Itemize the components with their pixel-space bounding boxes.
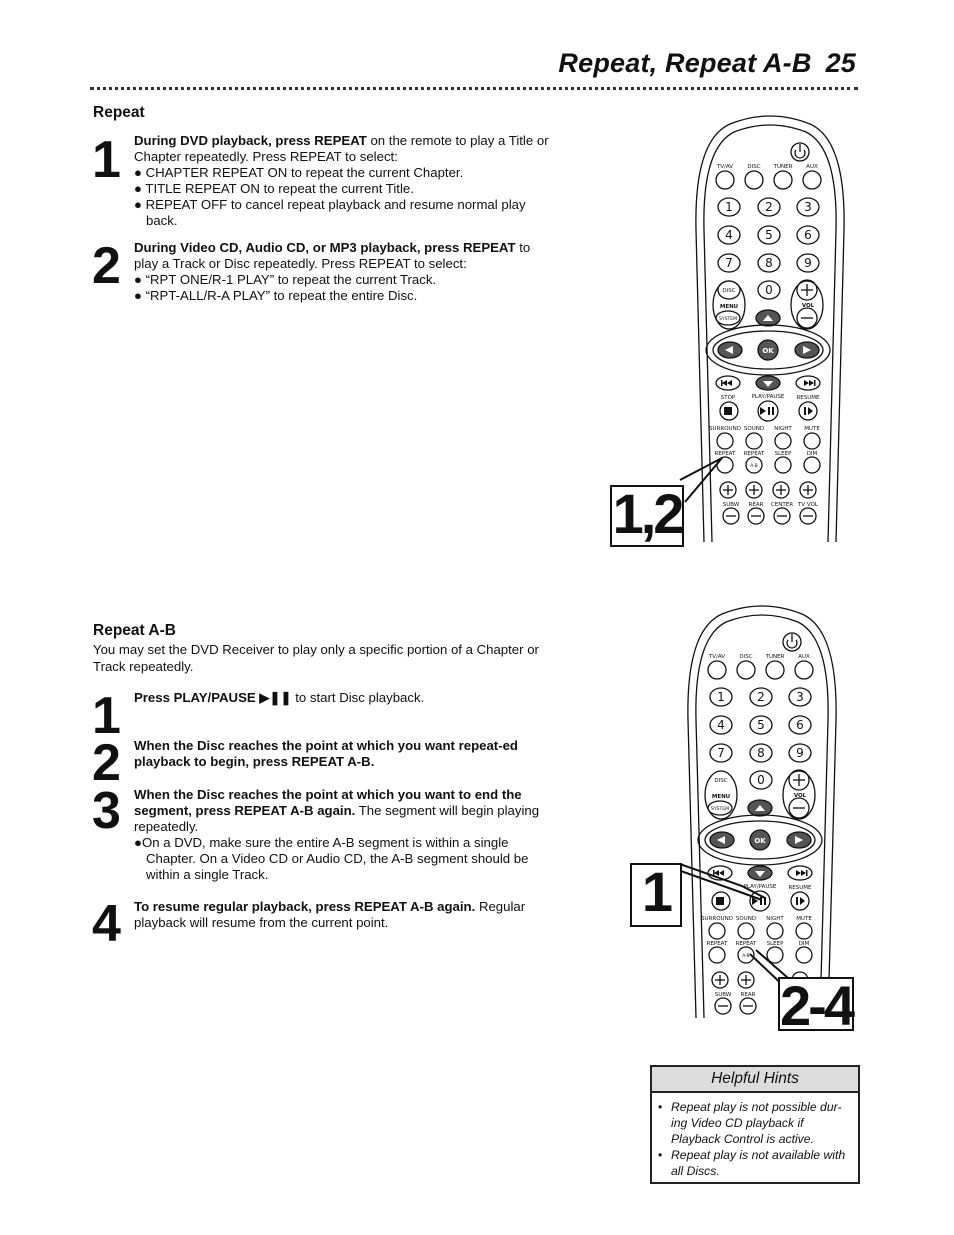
digit-label: 9 — [796, 746, 804, 760]
step-number: 2 — [92, 237, 119, 295]
section-heading-repeat: Repeat — [93, 104, 145, 121]
button-label: VOL — [793, 793, 807, 799]
button-label: TV VOL — [798, 502, 818, 508]
repeat-ab-step-2 — [134, 738, 550, 770]
page-header — [558, 48, 856, 79]
button-label: DIM — [798, 941, 810, 947]
step-bold-text: Press PLAY/PAUSE ▶❚❚ — [134, 690, 292, 705]
button-label: SUBW — [722, 502, 740, 508]
step-text: on the remote to play a Title or Chapter repeatedly. Press REPEAT to select: — [134, 133, 549, 164]
ok-label: OK — [762, 347, 774, 355]
digit-label: 2 — [765, 200, 773, 214]
button-label: DIM — [806, 451, 818, 457]
repeat-ab-step-1 — [134, 690, 550, 706]
digit-label: 3 — [804, 200, 812, 214]
step-bold-text: When the Disc reaches the point at which you want to end the segment, press REPEAT A-B again. — [134, 787, 522, 818]
digit-label: 5 — [757, 718, 765, 732]
button-label: MENU — [711, 794, 731, 800]
button-label: NIGHT — [774, 426, 792, 432]
callout-label: 1 — [630, 863, 682, 927]
bullet-item: ● TITLE REPEAT ON to repeat the current Title. — [134, 181, 414, 196]
step-number: 4 — [92, 895, 119, 953]
step-bold-text: During Video CD, Audio CD, or MP3 playback, press REPEAT — [134, 240, 516, 255]
button-label: SURROUND — [709, 426, 741, 432]
button-label: A-B — [750, 464, 758, 469]
button-label: MUTE — [804, 426, 820, 432]
button-label: PLAY/PAUSE — [743, 884, 777, 890]
button-label: PLAY/PAUSE — [751, 394, 785, 400]
step-number: 1 — [92, 131, 119, 189]
button-label: SLEEP — [766, 941, 784, 947]
digit-label: 1 — [725, 200, 733, 214]
step-number: 2 — [92, 734, 119, 792]
button-label: STOP — [720, 395, 736, 401]
button-label: TV/AV — [708, 654, 726, 660]
digit-label: 4 — [717, 718, 725, 732]
digit-label: 7 — [725, 256, 733, 270]
repeat-ab-intro: You may set the DVD Receiver to play only a specific portion of a Chapter or Track repeatedly. — [93, 642, 539, 674]
bullet-item: ●On a DVD, make sure the entire A-B segment is within a single Chapter. On a Video CD or Audio CD, the A-B segment should be within a single Track. — [134, 835, 529, 882]
bullet-item: ● “RPT ONE/R-1 PLAY” to repeat the current Track. — [134, 272, 437, 287]
list-item: • Repeat play is not available with all Discs. — [658, 1147, 854, 1179]
digit-label: 2 — [757, 690, 765, 704]
bullet-item: ● “RPT-ALL/R-A PLAY” to repeat the entire Disc. — [134, 288, 418, 303]
digit-label: 0 — [765, 283, 773, 297]
button-label: REPEAT — [714, 451, 736, 457]
hints-list — [658, 1099, 854, 1179]
step-bold-text: During DVD playback, press REPEAT — [134, 133, 367, 148]
repeat-step-2 — [134, 240, 550, 304]
step-bold-text: To resume regular playback, press REPEAT A-B again. — [134, 899, 476, 914]
step-number: 3 — [92, 782, 119, 840]
button-label: SOUND — [735, 916, 757, 922]
digit-label: 0 — [757, 773, 765, 787]
button-label: SYSTEM — [719, 317, 737, 322]
button-label: DISC — [739, 654, 753, 660]
bullet-item: ● CHAPTER REPEAT ON to repeat the current Chapter. — [134, 165, 464, 180]
repeat-ab-step-4 — [134, 899, 550, 931]
button-label: A-B — [742, 954, 750, 959]
button-label: REAR — [748, 502, 764, 508]
button-label: REPEAT — [743, 451, 765, 457]
digit-label: 5 — [765, 228, 773, 242]
button-label: AUX — [806, 164, 818, 170]
callout-label: 1,2 — [610, 485, 684, 547]
digit-label: 8 — [765, 256, 773, 270]
repeat-ab-step-3 — [134, 787, 550, 883]
button-label: CENTER — [770, 502, 794, 508]
button-label: TUNER — [765, 654, 785, 660]
button-label: RESUME — [788, 885, 812, 891]
helpful-hints-box — [650, 1065, 860, 1184]
step-text: Regular playback will resume from the current point. — [134, 899, 526, 930]
step-bold-text: When the Disc reaches the point at which you want repeat-ed playback to begin, press REPEAT A-B. — [134, 738, 518, 769]
digit-label: 6 — [796, 718, 804, 732]
button-label: DISC — [747, 164, 761, 170]
button-label: REPEAT — [706, 941, 728, 947]
button-label: AUX — [798, 654, 810, 660]
digit-label: 4 — [725, 228, 733, 242]
digit-label: 9 — [804, 256, 812, 270]
digit-label: 8 — [757, 746, 765, 760]
callout-label: 2-4 — [778, 977, 854, 1031]
step-number: 1 — [92, 687, 119, 745]
button-label: NIGHT — [766, 916, 784, 922]
button-label: DISC — [722, 288, 736, 294]
step-text: to play a Track or Disc repeatedly. Press REPEAT to select: — [134, 240, 531, 271]
button-label: DISC — [714, 778, 728, 784]
button-label: RESUME — [796, 395, 820, 401]
button-label: VOL — [801, 303, 815, 309]
button-label: SLEEP — [774, 451, 792, 457]
button-label: MENU — [719, 304, 739, 310]
repeat-step-1 — [134, 133, 550, 229]
header-divider — [90, 87, 858, 90]
digit-label: 3 — [796, 690, 804, 704]
bullet-item: ● REPEAT OFF to cancel repeat playback and resume normal play back. — [134, 197, 526, 228]
button-label: REPEAT — [735, 941, 757, 947]
button-label: SURROUND — [701, 916, 733, 922]
digit-label: 7 — [717, 746, 725, 760]
page-title: Repeat, Repeat A-B — [558, 48, 812, 78]
button-label: SOUND — [743, 426, 765, 432]
step-text: to start Disc playback. — [291, 690, 425, 705]
list-item: • Repeat play is not possible dur-ing Video CD playback if Playback Control is active. — [658, 1099, 854, 1147]
step-text: The segment will begin playing repeatedly. — [134, 803, 540, 834]
button-label: SUBW — [714, 992, 732, 998]
button-label: TV/AV — [716, 164, 734, 170]
page-number: 25 — [825, 48, 856, 78]
resume-icon — [804, 407, 806, 415]
ok-label: OK — [754, 837, 766, 845]
button-label: REAR — [740, 992, 756, 998]
section-heading-repeat-ab: Repeat A-B — [93, 622, 176, 639]
hints-title: Helpful Hints — [652, 1067, 858, 1093]
digit-label: 1 — [717, 690, 725, 704]
button-label: TUNER — [773, 164, 793, 170]
digit-label: 6 — [804, 228, 812, 242]
button-label: MUTE — [796, 916, 812, 922]
button-label: SYSTEM — [711, 807, 729, 812]
